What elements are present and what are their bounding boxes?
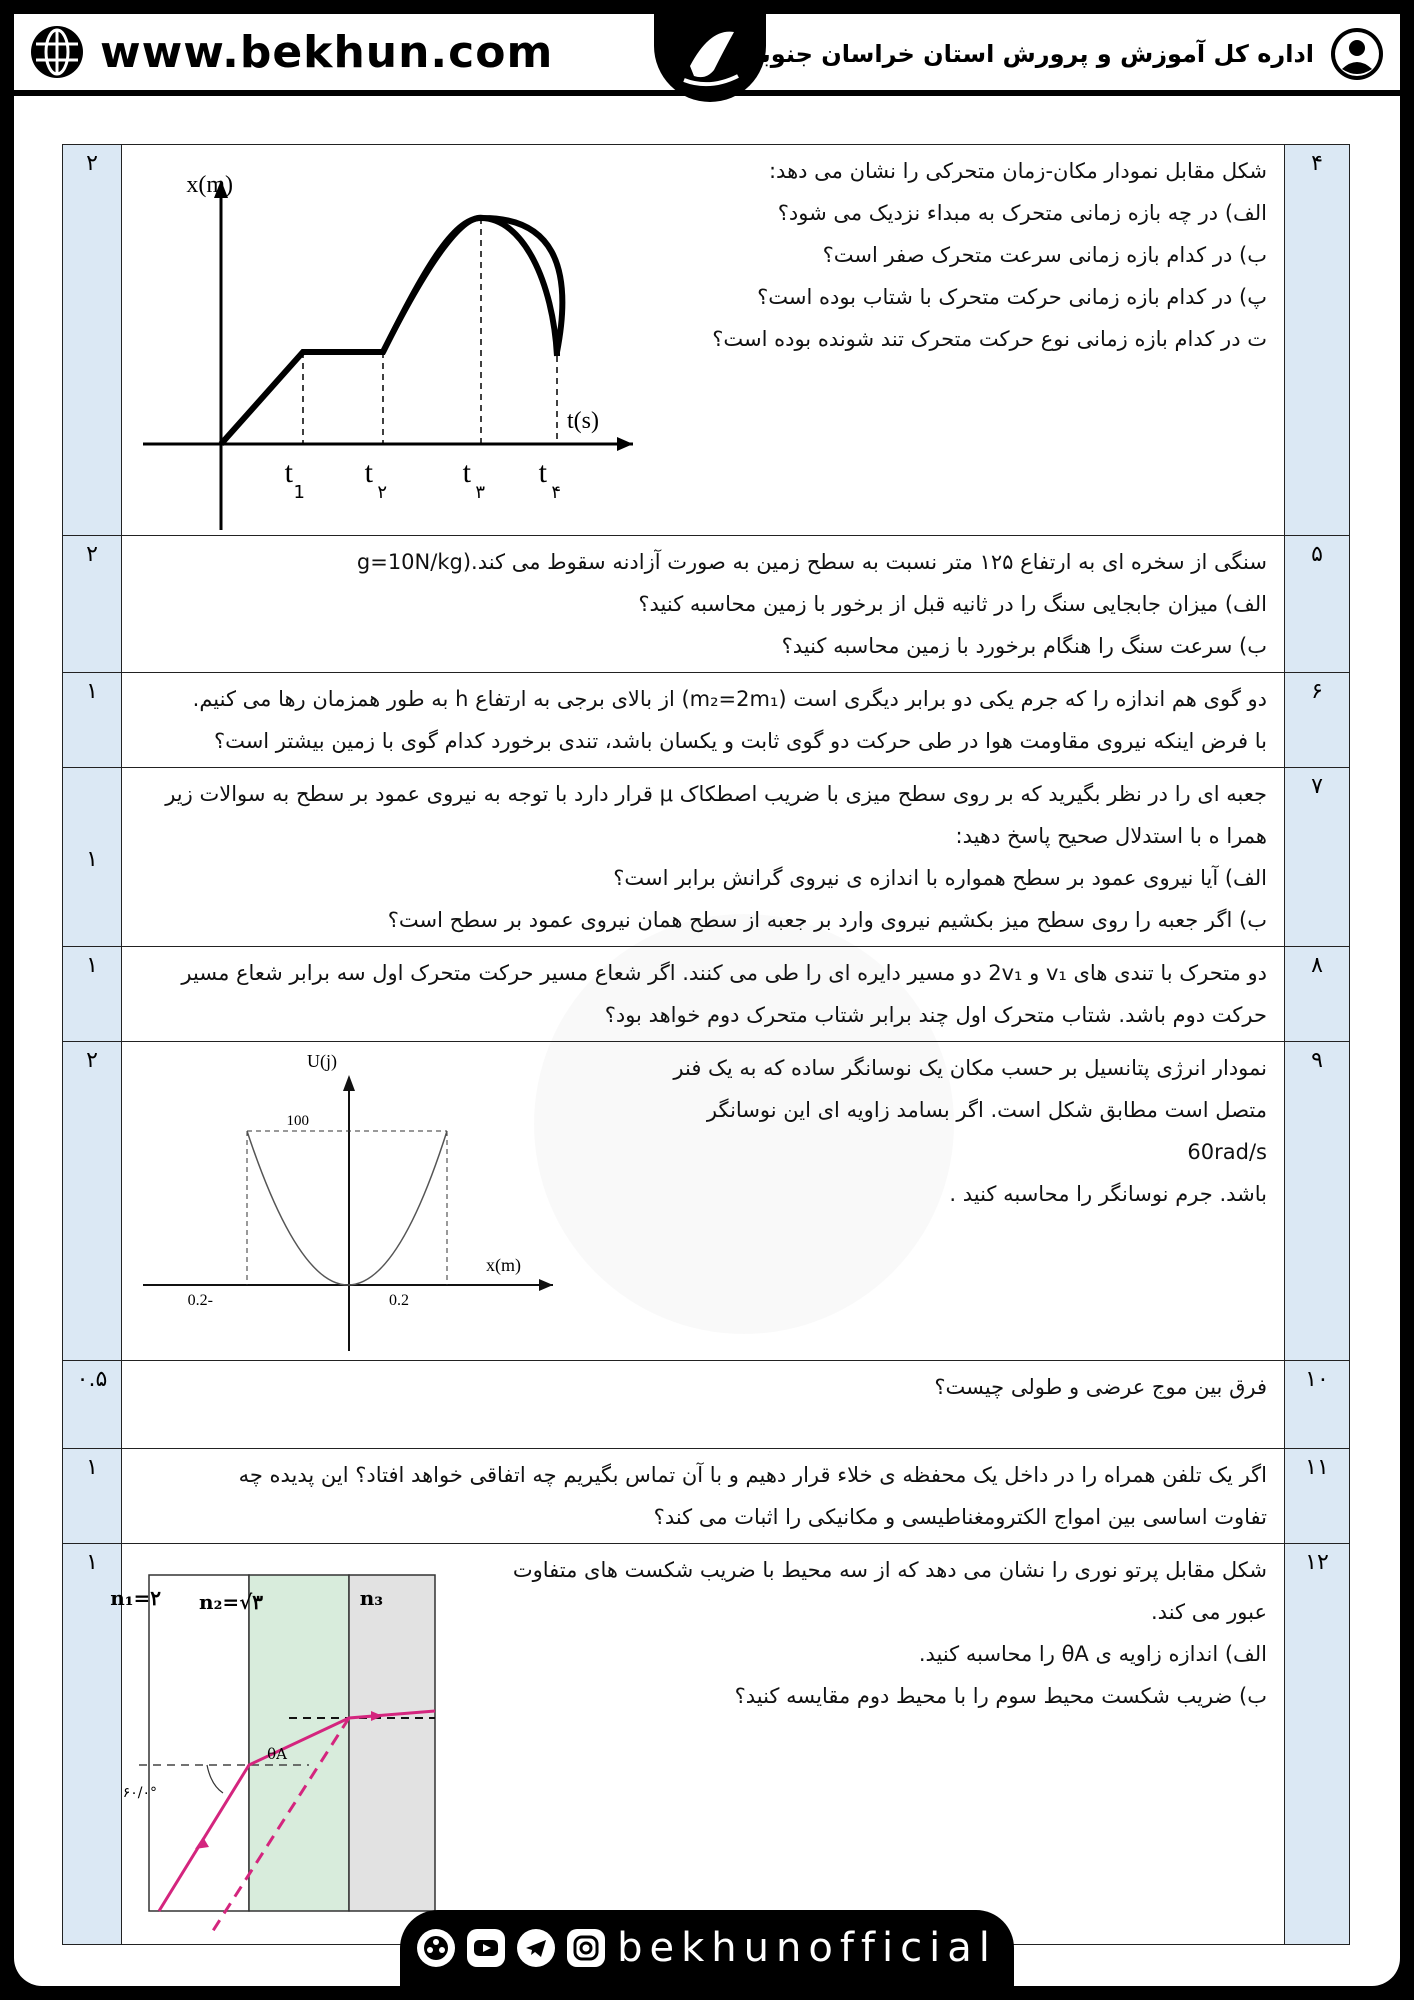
- question-row-6: ۶ دو گوی هم اندازه را که جرم یکی دو برابر دیگری است (m₂=2m₁) از بالای برجی به ارتفاع h به طور همزمان رها می کنیم. با فرض اینکه نیروی مقاومت هوا در طی حرکت دو گوی ثابت و یکسان باشد، تندی برخورد کدام گوی با زمین بیشتر است؟ ۱: [63, 673, 1350, 768]
- question-content: شکل مقابل نمودار مکان-زمان متحرکی را نشان می دهد: الف) در چه بازه زمانی متحرک به مبداء نزدیک می شود؟ ب) در کدام بازه زمانی سرعت متحرک صفر است؟ پ) در کدام بازه زمانی حرکت متحرک با شتاب بوده است؟ ت در کدام بازه زمانی نوع حرکت متحرک تند شونده بوده است؟ x(m) t(s) t t t t 1 ۲ ۳ ۴: [122, 145, 1285, 536]
- question-row-12: ۱۲ شکل مقابل پرتو نوری را نشان می دهد که از سه محیط با ضریب شکست های متفاوت عبور می کند. الف) اندازه زاویه ی θA را محاسبه کنید. ب) ضریب شکست محیط سوم را با محیط دوم مقایسه کنید؟ n₁=۲ n₂=√۳ n₃ ۶۰/۰° θA ۱: [63, 1544, 1350, 1945]
- svg-text:۶۰/۰°: ۶۰/۰°: [122, 1785, 157, 1801]
- question-row-11: ۱۱ اگر یک تلفن همراه را در داخل یک محفظه ی خلاء قرار دهیم و با آن تماس بگیریم چه اتفاقی خواهد افتاد؟ این پدیده چه تفاوت اساسی بین امواج الکترومغناطیسی و مکانیکی را اثبات می کند؟ ۱: [63, 1449, 1350, 1544]
- svg-text:-0.2: -0.2: [187, 1292, 213, 1309]
- svg-text:U(j): U(j): [307, 1051, 337, 1071]
- question-row-9: ۹ نمودار انرژی پتانسیل بر حسب مکان یک نوسانگر ساده که به یک فنر متصل است مطابق شکل است. اگر بسامد زاویه ای این نوسانگر 60rad/s باشد. جرم نوسانگر را محاسبه کنید . U(j) x(m) 100 -0.2 0.2 ۲: [63, 1042, 1350, 1361]
- svg-text:t: t: [462, 456, 471, 489]
- social-handle[interactable]: bekhunofficial: [617, 1925, 997, 1971]
- youtube-icon[interactable]: [467, 1929, 505, 1967]
- graph-x-label: t(s): [567, 408, 599, 434]
- svg-text:100: 100: [286, 1113, 309, 1129]
- site-url: www.bekhun.com: [100, 26, 554, 78]
- svg-text:t: t: [284, 456, 293, 489]
- film-reel-icon[interactable]: [417, 1929, 455, 1967]
- svg-text:n₁=۲: n₁=۲: [110, 1586, 161, 1610]
- exam-page: [14, 14, 1400, 1986]
- graph-y-label: x(m): [186, 172, 233, 198]
- question-row-7: ۷ جعبه ای را در نظر بگیرید که بر روی سطح میزی با ضریب اصطکاک μ قرار دارد با توجه به نیروی عمود بر سطح به سوالات زیر همرا ه با استدلال صحیح پاسخ دهید: الف) آیا نیروی عمود بر سطح همواره با اندازه ی نیروی گرانش برابر است؟ ب) اگر جعبه را روی سطح میز بکشیم نیروی وارد بر جعبه از سطح همان نیروی عمود بر سطح است؟ ۱: [63, 768, 1350, 947]
- social-footer: [400, 1910, 1014, 1986]
- telegram-icon[interactable]: [517, 1929, 555, 1967]
- potential-energy-graph: [143, 1047, 563, 1351]
- page-header: [14, 14, 1400, 96]
- svg-text:n₂=√۳: n₂=√۳: [199, 1590, 263, 1614]
- user-avatar-icon: [1328, 25, 1386, 83]
- position-time-graph: [133, 152, 643, 530]
- question-row-10: ۱۰ فرق بین موج عرضی و طولی چیست؟ ۰.۵: [63, 1361, 1350, 1449]
- svg-text:0.2: 0.2: [389, 1292, 409, 1309]
- site-link[interactable]: [28, 22, 553, 82]
- question-row-8: ۸ دو متحرک با تندی های v₁ و 2v₁ دو مسیر دایره ای را طی می کنند. اگر شعاع مسیر حرکت متحرک اول سه برابر شعاع مسیر حرکت دوم باشد. شتاب متحرک اول چند برابر شتاب متحرک دوم خواهد بود؟ ۱: [63, 947, 1350, 1042]
- instagram-icon[interactable]: [567, 1929, 605, 1967]
- question-row-5: ۵ سنگی از سخره ای به ارتفاع ۱۲۵ متر نسبت به سطح زمین به صورت آزادنه سقوط می کند.(g=10N/kg الف) میزان جابجایی سنگ را در ثانیه قبل از برخور با زمین محاسبه کنید؟ ب) سرعت سنگ را هنگام برخورد با زمین محاسبه کنید؟ ۲: [63, 536, 1350, 673]
- refraction-diagram: [110, 1575, 439, 1937]
- svg-text:θA: θA: [267, 1745, 287, 1763]
- svg-text:۲: ۲: [377, 482, 387, 503]
- svg-text:n₃: n₃: [359, 1586, 383, 1610]
- globe-icon: [28, 23, 86, 81]
- svg-text:۴: ۴: [551, 482, 561, 503]
- svg-text:x(m): x(m): [486, 1255, 521, 1275]
- svg-text:t: t: [538, 456, 547, 489]
- svg-text:1: 1: [293, 482, 305, 503]
- question-score: ۲: [63, 145, 122, 536]
- questions-table: [62, 144, 1350, 1945]
- office-name: اداره کل آموزش و پرورش استان خراسان جنوبی: [737, 24, 1386, 84]
- svg-text:۳: ۳: [475, 482, 485, 503]
- svg-text:t: t: [364, 456, 373, 489]
- question-number: ۴: [1285, 145, 1350, 536]
- question-row-4: [63, 145, 1350, 536]
